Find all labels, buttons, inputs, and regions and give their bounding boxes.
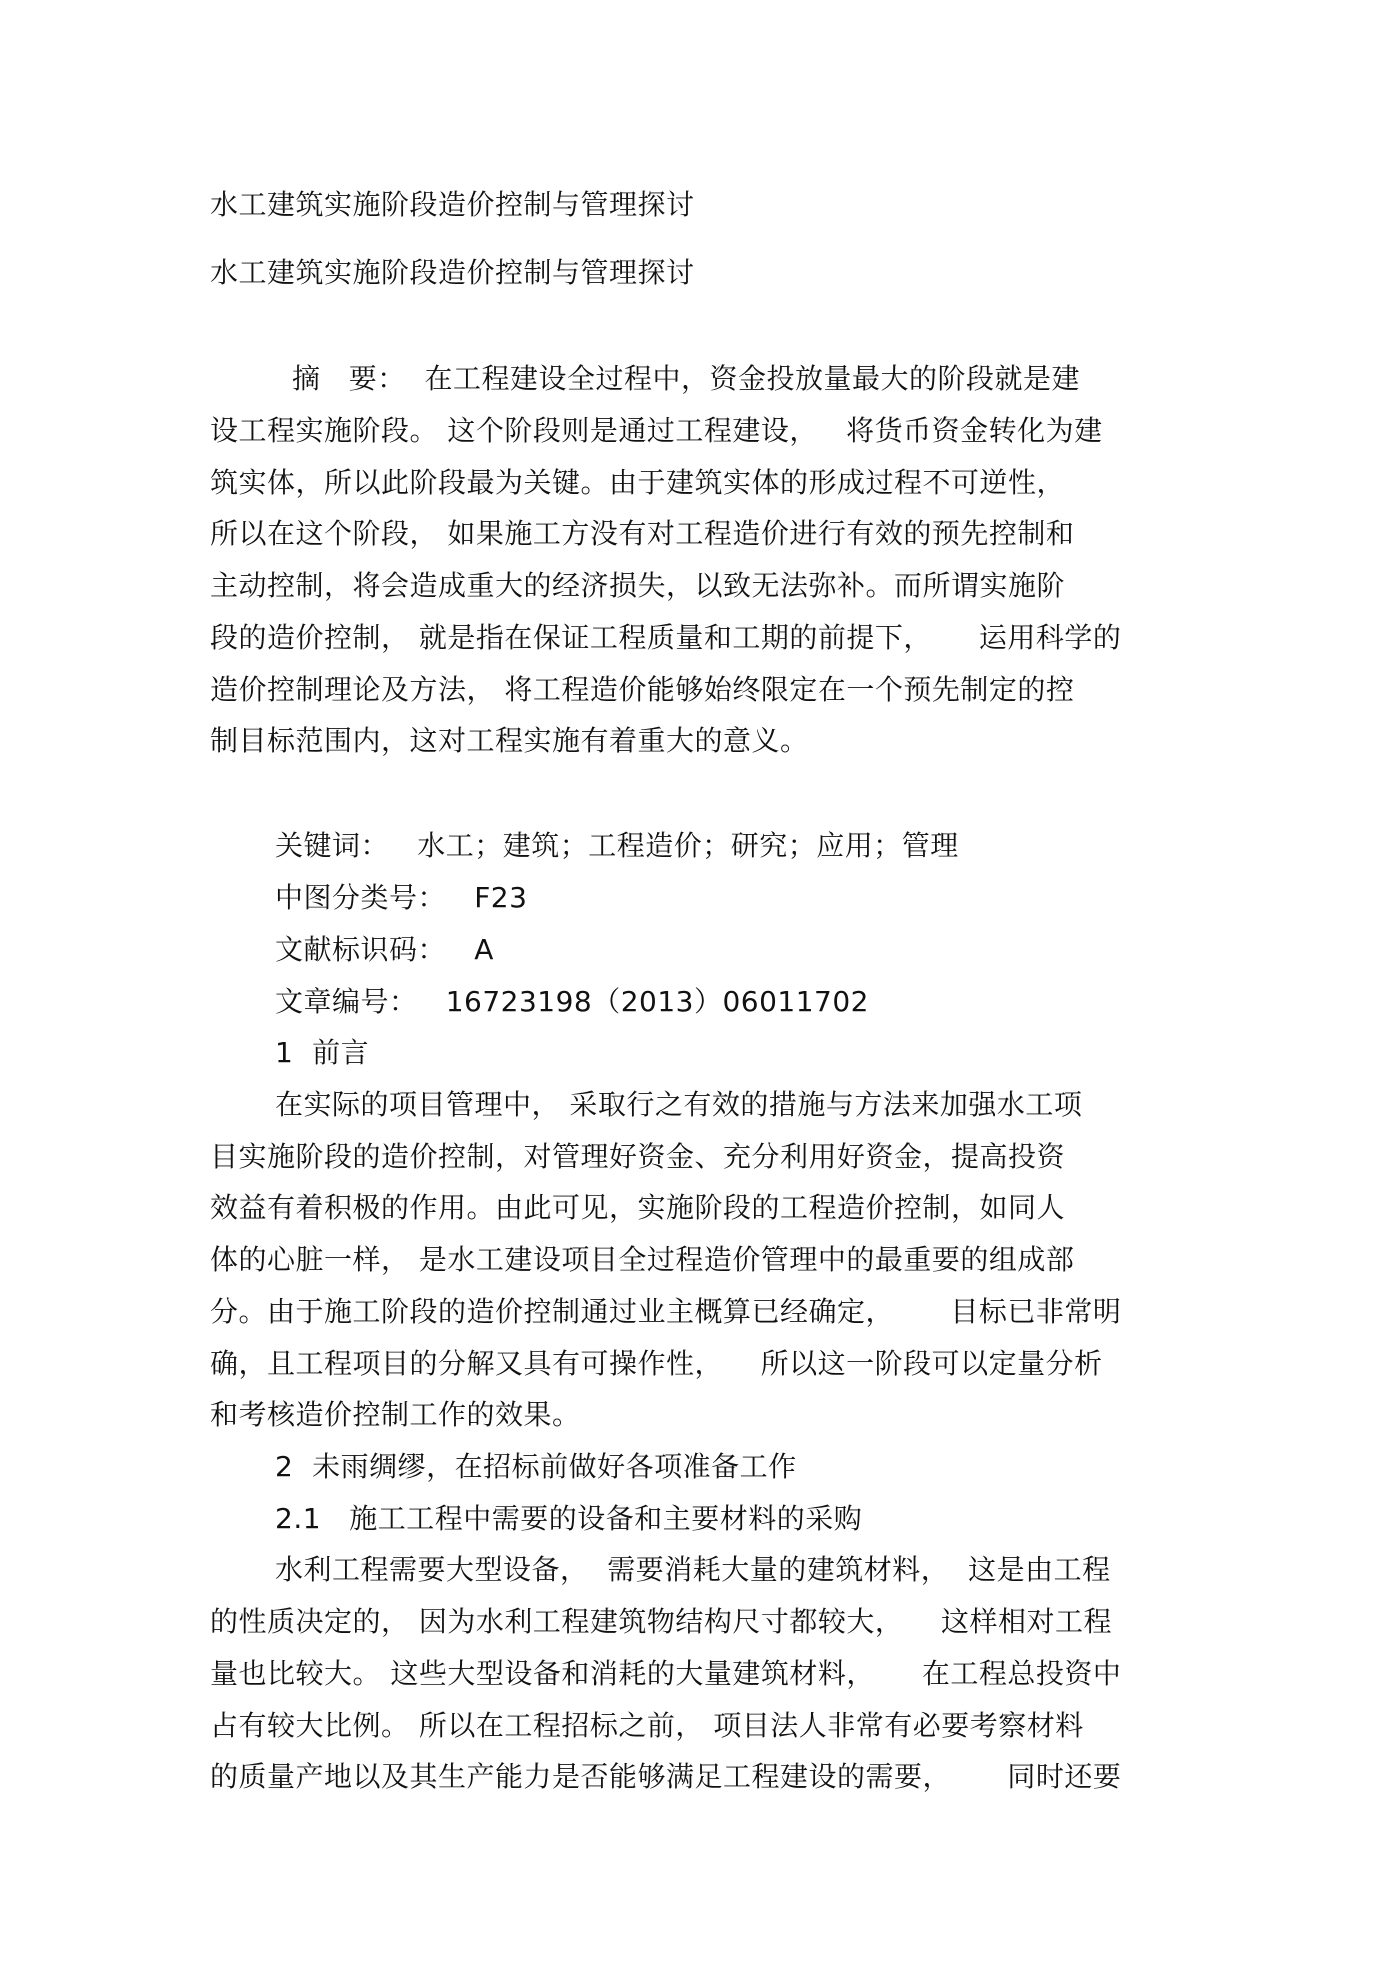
abstract-line: 主动控制，将会造成重大的经济损失，以致无法弥补。而所谓实施阶	[210, 569, 1066, 602]
abstract-line: 摘 要： 在工程建设全过程中，资金投放量最大的阶段就是建	[292, 362, 1081, 395]
classification-line: 中图分类号： F23	[275, 881, 528, 914]
keywords-line: 关键词： 水工；建筑；工程造价；研究；应用；管理	[275, 829, 959, 862]
abstract-line: 筑实体，所以此阶段最为关键。由于建筑实体的形成过程不可逆性，	[210, 466, 1066, 499]
section-heading: 2 未雨绸缪，在招标前做好各项准备工作	[275, 1450, 797, 1483]
abstract-line: 设工程实施阶段。 这个阶段则是通过工程建设， 将货币资金转化为建	[210, 414, 1103, 447]
document-title-repeat: 水工建筑实施阶段造价控制与管理探讨	[210, 256, 695, 289]
section-heading: 1 前言	[275, 1036, 370, 1069]
document-title: 水工建筑实施阶段造价控制与管理探讨	[210, 188, 695, 221]
abstract-line: 段的造价控制， 就是指在保证工程质量和工期的前提下， 运用科学的	[210, 621, 1122, 654]
paragraph-line: 的质量产地以及其生产能力是否能够满足工程建设的需要， 同时还要	[210, 1760, 1122, 1793]
paragraph-line: 的性质决定的， 因为水利工程建筑物结构尺寸都较大， 这样相对工程	[210, 1605, 1113, 1638]
abstract-line: 制目标范围内，这对工程实施有着重大的意义。	[210, 724, 809, 757]
paragraph-line: 占有较大比例。 所以在工程招标之前， 项目法人非常有必要考察材料	[210, 1709, 1084, 1742]
article-number-line: 文章编号： 16723198（2013）06011702	[275, 985, 869, 1018]
paragraph-line: 效益有着积极的作用。由此可见，实施阶段的工程造价控制，如同人	[210, 1191, 1066, 1224]
abstract-line: 造价控制理论及方法， 将工程造价能够始终限定在一个预先制定的控	[210, 673, 1075, 706]
subsection-heading: 2.1 施工工程中需要的设备和主要材料的采购	[275, 1502, 863, 1535]
document-code-line: 文献标识码： A	[275, 933, 494, 966]
paragraph-line: 量也比较大。 这些大型设备和消耗的大量建筑材料， 在工程总投资中	[210, 1657, 1122, 1690]
paragraph-line: 分。由于施工阶段的造价控制通过业主概算已经确定， 目标已非常明	[210, 1295, 1122, 1328]
paragraph-line: 目实施阶段的造价控制，对管理好资金、充分利用好资金，提高投资	[210, 1140, 1066, 1173]
abstract-line: 所以在这个阶段， 如果施工方没有对工程造价进行有效的预先控制和	[210, 517, 1075, 550]
paragraph-line: 和考核造价控制工作的效果。	[210, 1398, 581, 1431]
paragraph-line: 水利工程需要大型设备， 需要消耗大量的建筑材料， 这是由工程	[275, 1553, 1111, 1586]
paragraph-line: 体的心脏一样， 是水工建设项目全过程造价管理中的最重要的组成部	[210, 1243, 1075, 1276]
paragraph-line: 在实际的项目管理中， 采取行之有效的措施与方法来加强水工项	[275, 1088, 1083, 1121]
paragraph-line: 确，且工程项目的分解又具有可操作性， 所以这一阶段可以定量分析	[210, 1347, 1103, 1380]
